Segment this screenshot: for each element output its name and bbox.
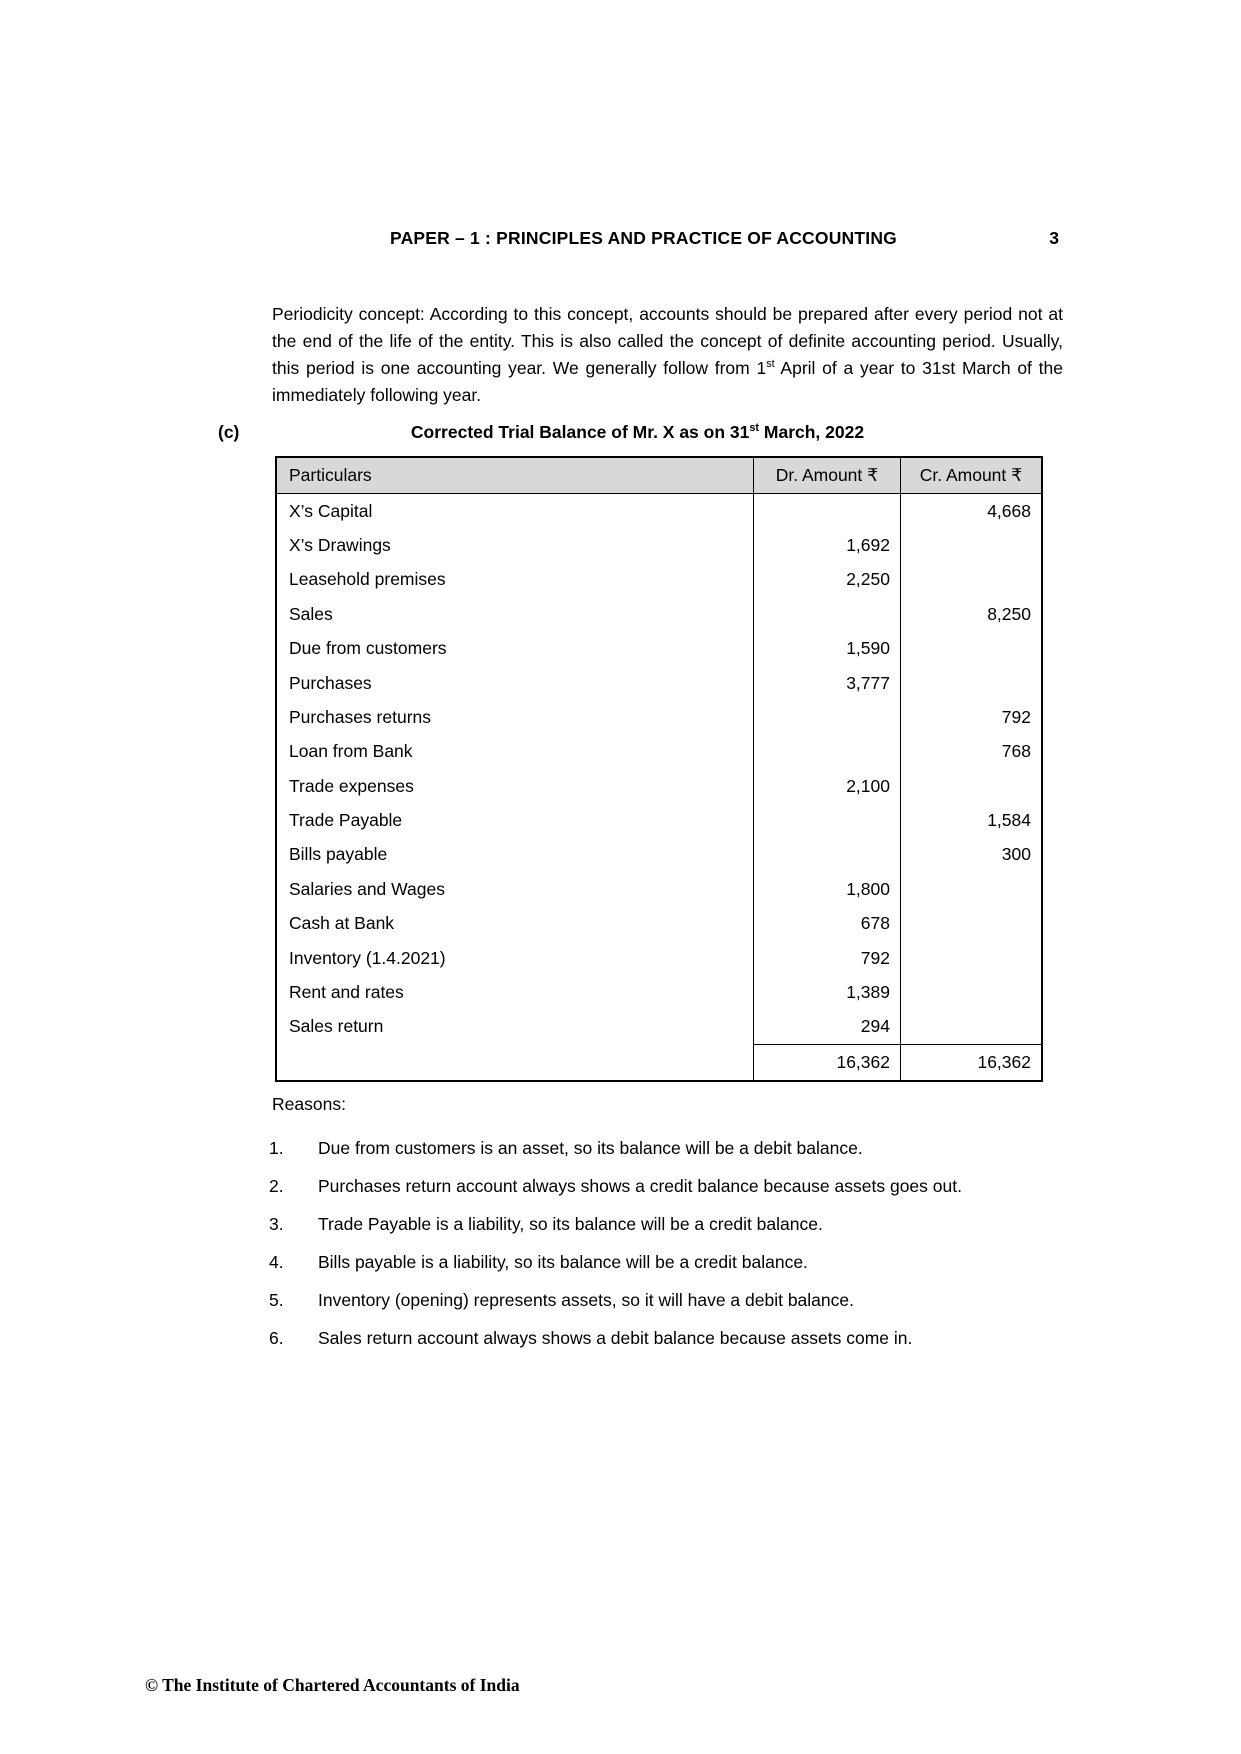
cell-particulars: Inventory (1.4.2021) [289, 947, 446, 968]
trial-balance-table [275, 456, 1043, 1082]
footer-copyright: © The Institute of Chartered Accountants of India [145, 1675, 520, 1695]
cell-cr-amount [900, 666, 1041, 700]
cell-cr-amount: 1,584 [900, 803, 1041, 837]
cell-dr-amount: 1,692 [753, 528, 900, 562]
table-row [277, 700, 1041, 734]
cell-dr-amount: 1,800 [753, 872, 900, 906]
cell-particulars: Rent and rates [289, 981, 404, 1002]
table-row [277, 803, 1041, 837]
cell-dr-amount [753, 494, 900, 528]
cell-dr-amount: 1,389 [753, 975, 900, 1009]
cell-particulars: Sales [289, 603, 333, 624]
cell-particulars: Cash at Bank [289, 913, 395, 934]
list-item [269, 1174, 1089, 1212]
reasons-heading: Reasons: [272, 1094, 346, 1114]
cell-cr-amount [900, 632, 1041, 666]
caption-text: Corrected Trial Balance of Mr. X as on 31 [410, 422, 750, 442]
cell-cr-amount [900, 975, 1041, 1009]
cell-particulars: Salaries and Wages [289, 878, 445, 899]
cell-particulars: Purchases [289, 672, 372, 693]
cell-particulars: Trade expenses [289, 775, 414, 796]
cell-cr-amount [900, 563, 1041, 597]
item-text: Bills payable is a liability, so its balance will be a credit balance. [318, 1252, 808, 1272]
cell-cr-amount [900, 872, 1041, 906]
item-text: Purchases return account always shows a credit balance because assets goes out. [318, 1176, 962, 1196]
total-cr-amount: 16,362 [900, 1044, 1041, 1080]
cell-cr-amount [900, 907, 1041, 941]
item-number: 3. [269, 1214, 284, 1234]
column-header-particulars: Particulars [289, 465, 372, 485]
cell-cr-amount: 768 [900, 735, 1041, 769]
intro-paragraph [272, 301, 1063, 409]
totals-row [277, 1044, 1041, 1080]
table-caption [272, 420, 1063, 444]
table-row [277, 872, 1041, 906]
cell-dr-amount [753, 735, 900, 769]
item-number: 2. [269, 1176, 284, 1196]
item-number: 1. [269, 1138, 284, 1158]
page-header [272, 226, 1063, 250]
table-row [277, 528, 1041, 562]
list-item [269, 1136, 1089, 1174]
cell-dr-amount: 678 [753, 907, 900, 941]
superscript-st: st [766, 358, 775, 371]
cell-dr-amount: 1,590 [753, 632, 900, 666]
item-text: Sales return account always shows a debit balance because assets come in. [318, 1328, 913, 1348]
column-header-cr-amount: Cr. Amount ₹ [900, 458, 1041, 493]
cell-cr-amount: 792 [900, 700, 1041, 734]
item-number: 6. [269, 1328, 284, 1348]
table-row [277, 838, 1041, 872]
reasons-list [269, 1136, 1089, 1364]
cell-particulars: Sales return [289, 1016, 384, 1037]
cell-cr-amount [900, 1010, 1041, 1044]
table-row [277, 1010, 1041, 1044]
cell-cr-amount [900, 769, 1041, 803]
table-row [277, 597, 1041, 631]
column-header-dr-amount: Dr. Amount ₹ [753, 458, 900, 493]
cell-particulars: Loan from Bank [289, 741, 413, 762]
cell-particulars: Trade Payable [289, 810, 403, 831]
cell-particulars: Due from customers [289, 638, 447, 659]
paragraph-text: Periodicity concept: According to this concept, accounts should be prepared after every period not at the end of the life of the entity. This is also called the concept of definite accounting period. Usually, this period is one accounting year. We generally follow from 1 [272, 304, 1063, 378]
list-item [269, 1326, 1089, 1364]
table-body [277, 494, 1041, 1044]
caption-text-tail: March, 2022 [759, 422, 865, 442]
cell-cr-amount: 8,250 [900, 597, 1041, 631]
list-item [269, 1250, 1089, 1288]
table-row [277, 769, 1041, 803]
cell-cr-amount [900, 528, 1041, 562]
table-header-row [277, 458, 1041, 494]
cell-particulars: X’s Drawings [289, 535, 391, 556]
table-row [277, 975, 1041, 1009]
cell-dr-amount [753, 597, 900, 631]
list-item [269, 1212, 1089, 1250]
table-row [277, 941, 1041, 975]
cell-dr-amount [753, 838, 900, 872]
total-dr-amount: 16,362 [753, 1044, 900, 1080]
table-row [277, 907, 1041, 941]
table-row [277, 563, 1041, 597]
cell-particulars: Purchases returns [289, 706, 432, 727]
item-text: Due from customers is an asset, so its balance will be a debit balance. [318, 1138, 863, 1158]
cell-cr-amount: 4,668 [900, 494, 1041, 528]
cell-cr-amount: 300 [900, 838, 1041, 872]
page-number: 3 [1049, 228, 1059, 248]
table-row [277, 666, 1041, 700]
cell-particulars: Leasehold premises [289, 569, 446, 590]
cell-dr-amount: 294 [753, 1010, 900, 1044]
cell-cr-amount [900, 941, 1041, 975]
table-row [277, 632, 1041, 666]
cell-dr-amount [753, 700, 900, 734]
paragraph-text-tail: April of a year to 31st March of the immediately following year. [272, 358, 1063, 405]
page-title: PAPER – 1 : PRINCIPLES AND PRACTICE OF ACCOUNTING [390, 228, 897, 248]
item-text: Trade Payable is a liability, so its balance will be a credit balance. [318, 1214, 823, 1234]
cell-particulars: Bills payable [289, 844, 388, 865]
cell-dr-amount: 2,250 [753, 563, 900, 597]
cell-particulars: X’s Capital [289, 500, 373, 521]
table-row [277, 735, 1041, 769]
item-number: 5. [269, 1290, 284, 1310]
caption-superscript-st: st [749, 422, 760, 435]
cell-dr-amount: 2,100 [753, 769, 900, 803]
list-item [269, 1288, 1089, 1326]
item-text: Inventory (opening) represents assets, so it will have a debit balance. [318, 1290, 854, 1310]
table-row [277, 494, 1041, 528]
item-number: 4. [269, 1252, 284, 1272]
cell-dr-amount [753, 803, 900, 837]
cell-dr-amount: 792 [753, 941, 900, 975]
cell-dr-amount: 3,777 [753, 666, 900, 700]
section-label: (c) [218, 422, 240, 442]
